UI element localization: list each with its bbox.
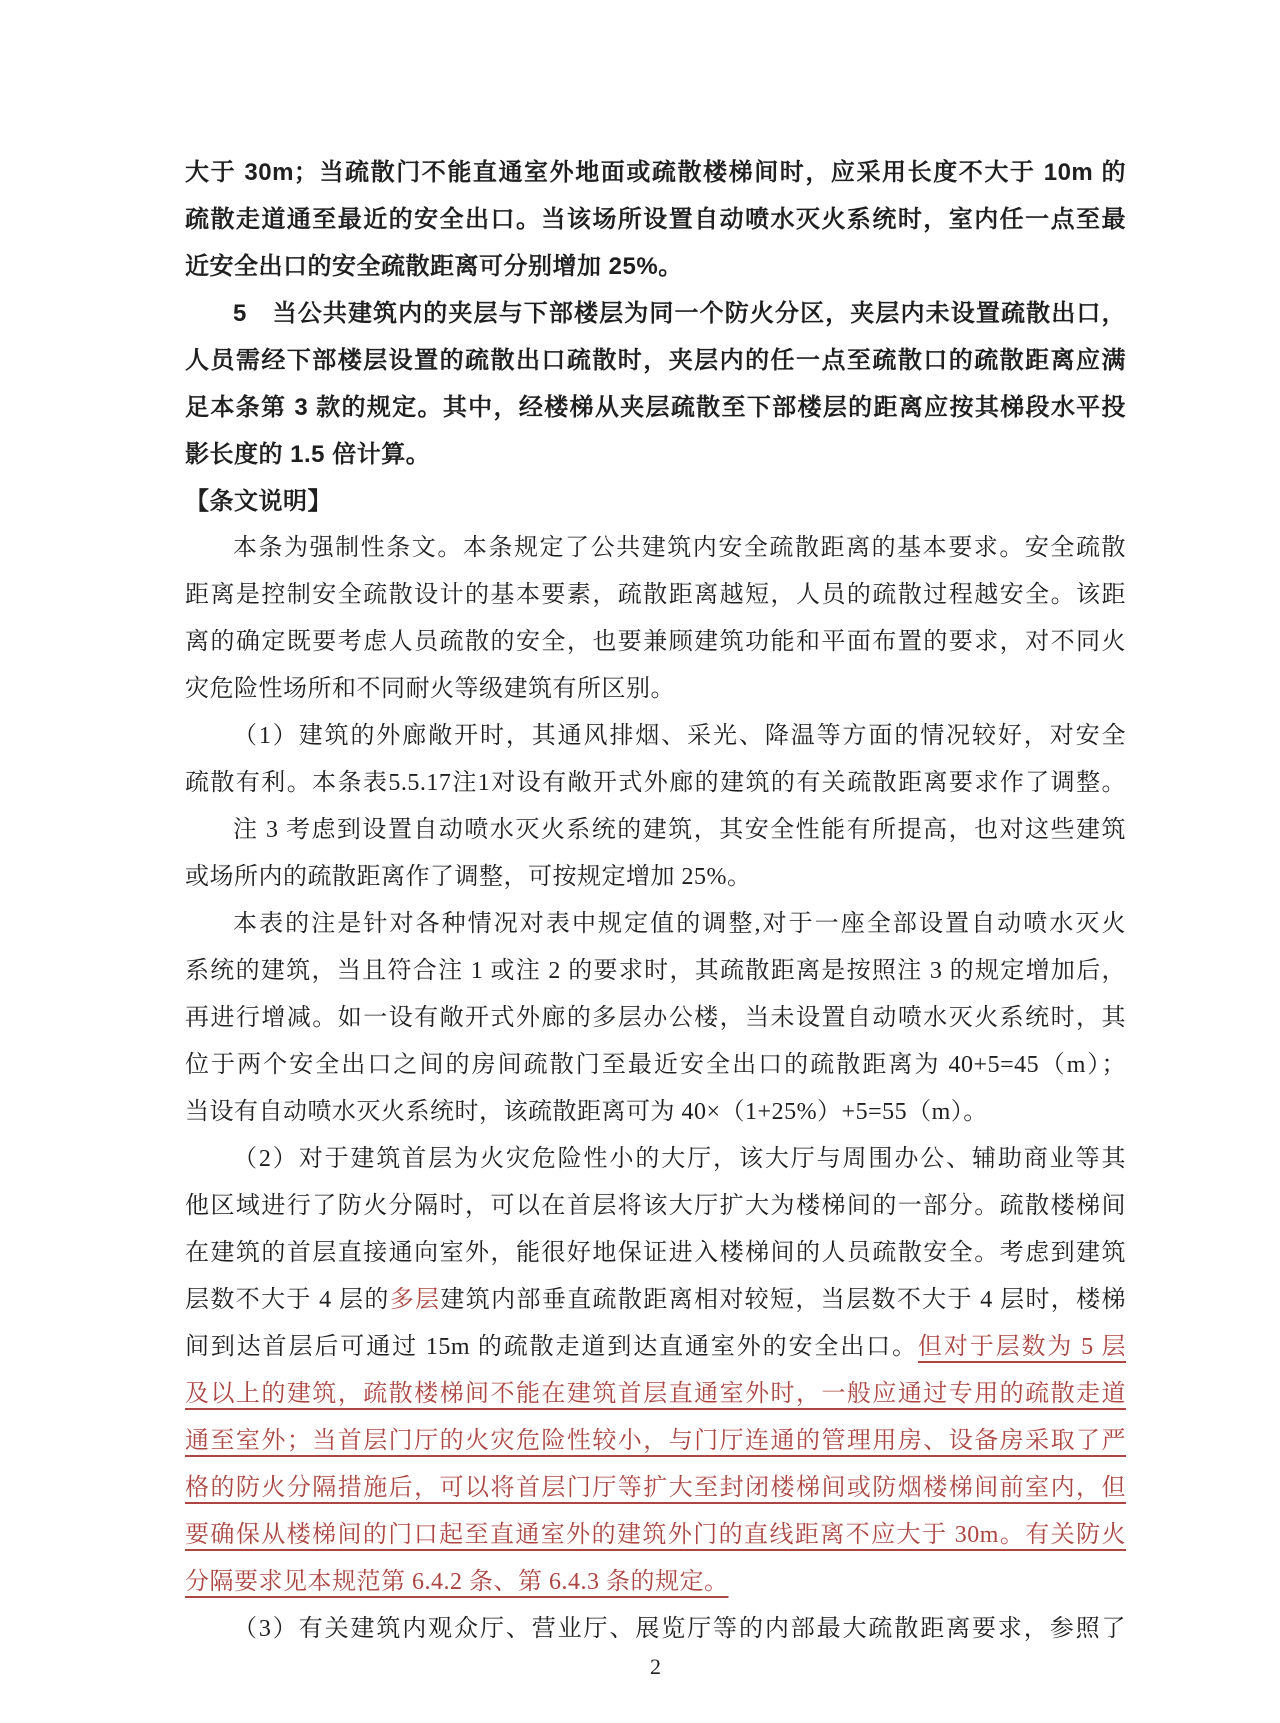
document-line xyxy=(185,384,1126,431)
document-line xyxy=(185,1512,1126,1559)
document-line xyxy=(185,901,1126,948)
text-segment: 大于 30m；当疏散门不能直通室外地面或疏散楼梯间时，应采用长度不大于 10m 的 xyxy=(185,159,1126,186)
document-line xyxy=(185,243,1126,290)
document-line xyxy=(185,290,1126,337)
document-line xyxy=(185,1042,1126,1089)
document-line xyxy=(185,807,1126,854)
text-segment: 本条为强制性条文。本条规定了公共建筑内安全疏散距离的基本要求。安全疏散 xyxy=(233,535,1126,561)
document-line xyxy=(185,478,1126,525)
document-line xyxy=(185,948,1126,995)
document-line xyxy=(185,431,1126,478)
document-line xyxy=(185,196,1126,243)
document-line xyxy=(185,1465,1126,1512)
document-line xyxy=(185,1606,1126,1653)
text-segment: 或场所内的疏散距离作了调整，可按规定增加 25%。 xyxy=(185,864,752,890)
document-line xyxy=(185,666,1126,713)
text-segment: 5 当公共建筑内的夹层与下部楼层为同一个防火分区，夹层内未设置疏散出口， xyxy=(233,300,1126,327)
document-line xyxy=(185,1183,1126,1230)
text-segment: （2）对于建筑首层为火灾危险性小的大厅，该大厅与周围办公、辅助商业等其 xyxy=(233,1146,1126,1172)
document-line xyxy=(185,619,1126,666)
text-segment: 系统的建筑，当且符合注 1 或注 2 的要求时，其疏散距离是按照注 3 的规定增加后， xyxy=(185,958,1126,984)
text-segment: 建筑内部垂直疏散距离相对较短，当层数不大于 4 层时，楼梯 xyxy=(440,1287,1126,1313)
document-line xyxy=(185,760,1126,807)
text-segment: 疏散走道通至最近的安全出口。当该场所设置自动喷水灭火系统时，室内任一点至最 xyxy=(185,206,1126,233)
text-segment: 层数不大于 4 层的 xyxy=(185,1287,390,1313)
text-segment: （3）有关建筑内观众厅、营业厅、展览厅等的内部最大疏散距离要求，参照了 xyxy=(233,1616,1126,1642)
page-number: 2 xyxy=(650,1654,661,1679)
document-line xyxy=(185,1324,1126,1371)
document-line xyxy=(185,1277,1126,1324)
document-line xyxy=(185,1559,1126,1606)
text-segment: 位于两个安全出口之间的房间疏散门至最近安全出口的疏散距离为 40+5=45（m）； xyxy=(185,1052,1126,1078)
text-segment: 他区域进行了防火分隔时，可以在首层将该大厅扩大为楼梯间的一部分。疏散楼梯间 xyxy=(185,1193,1126,1219)
revision-underlined-text: 格的防火分隔措施后，可以将首层门厅等扩大至封闭楼梯间或防烟楼梯间前室内，但 xyxy=(185,1475,1126,1501)
text-segment: 距离是控制安全疏散设计的基本要素，疏散距离越短，人员的疏散过程越安全。该距 xyxy=(185,582,1126,608)
document-line xyxy=(185,1371,1126,1418)
document-body xyxy=(185,149,1126,1653)
revision-underlined-text: 通至室外；当首层门厅的火灾危险性较小，与门厅连通的管理用房、设备房采取了严 xyxy=(185,1428,1126,1454)
document-line xyxy=(185,525,1126,572)
document-line xyxy=(185,1136,1126,1183)
text-segment: 【条文说明】 xyxy=(185,488,332,515)
revision-underlined-text: 分隔要求见本规范第 6.4.2 条、第 6.4.3 条的规定。 xyxy=(185,1569,729,1595)
document-line xyxy=(185,149,1126,196)
text-segment: 注 3 考虑到设置自动喷水灭火系统的建筑，其安全性能有所提高，也对这些建筑 xyxy=(233,817,1126,843)
document-line xyxy=(185,1418,1126,1465)
text-segment: 影长度的 1.5 倍计算。 xyxy=(185,441,431,468)
document-line xyxy=(185,572,1126,619)
text-segment: 当设有自动喷水灭火系统时，该疏散距离可为 40×（1+25%）+5=55（m）。 xyxy=(185,1099,988,1125)
revision-underlined-text: 但对于层数为 5 层 xyxy=(917,1334,1126,1360)
text-segment: 离的确定既要考虑人员疏散的安全，也要兼顾建筑功能和平面布置的要求，对不同火 xyxy=(185,629,1126,655)
revision-underlined-text: 及以上的建筑，疏散楼梯间不能在建筑首层直通室外时，一般应通过专用的疏散走道 xyxy=(185,1381,1126,1407)
text-segment: 足本条第 3 款的规定。其中，经楼梯从夹层疏散至下部楼层的距离应按其梯段水平投 xyxy=(185,394,1126,421)
highlighted-red-text: 多层 xyxy=(389,1287,441,1313)
document-line xyxy=(185,854,1126,901)
document-line xyxy=(185,1089,1126,1136)
text-segment: 本表的注是针对各种情况对表中规定值的调整,对于一座全部设置自动喷水灭火 xyxy=(233,911,1126,937)
revision-underlined-text: 要确保从楼梯间的门口起至直通室外的建筑外门的直线距离不应大于 30m。有关防火 xyxy=(185,1522,1126,1548)
text-segment: 在建筑的首层直接通向室外，能很好地保证进入楼梯间的人员疏散安全。考虑到建筑 xyxy=(185,1240,1126,1266)
text-segment: 近安全出口的安全疏散距离可分别增加 25%。 xyxy=(185,253,683,280)
text-segment: （1）建筑的外廊敞开时，其通风排烟、采光、降温等方面的情况较好，对安全 xyxy=(233,723,1126,749)
document-line xyxy=(185,1230,1126,1277)
text-segment: 灾危险性场所和不同耐火等级建筑有所区别。 xyxy=(185,676,675,702)
document-line xyxy=(185,713,1126,760)
document-line xyxy=(185,995,1126,1042)
text-segment: 疏散有利。本条表5.5.17注1对设有敞开式外廊的建筑的有关疏散距离要求作了调整。 xyxy=(185,770,1126,796)
text-segment: 再进行增减。如一设有敞开式外廊的多层办公楼，当未设置自动喷水灭火系统时，其 xyxy=(185,1005,1126,1031)
text-segment: 人员需经下部楼层设置的疏散出口疏散时，夹层内的任一点至疏散口的疏散距离应满 xyxy=(185,347,1126,374)
document-line xyxy=(185,337,1126,384)
text-segment: 间到达首层后可通过 15m 的疏散走道到达直通室外的安全出口。 xyxy=(185,1334,918,1360)
